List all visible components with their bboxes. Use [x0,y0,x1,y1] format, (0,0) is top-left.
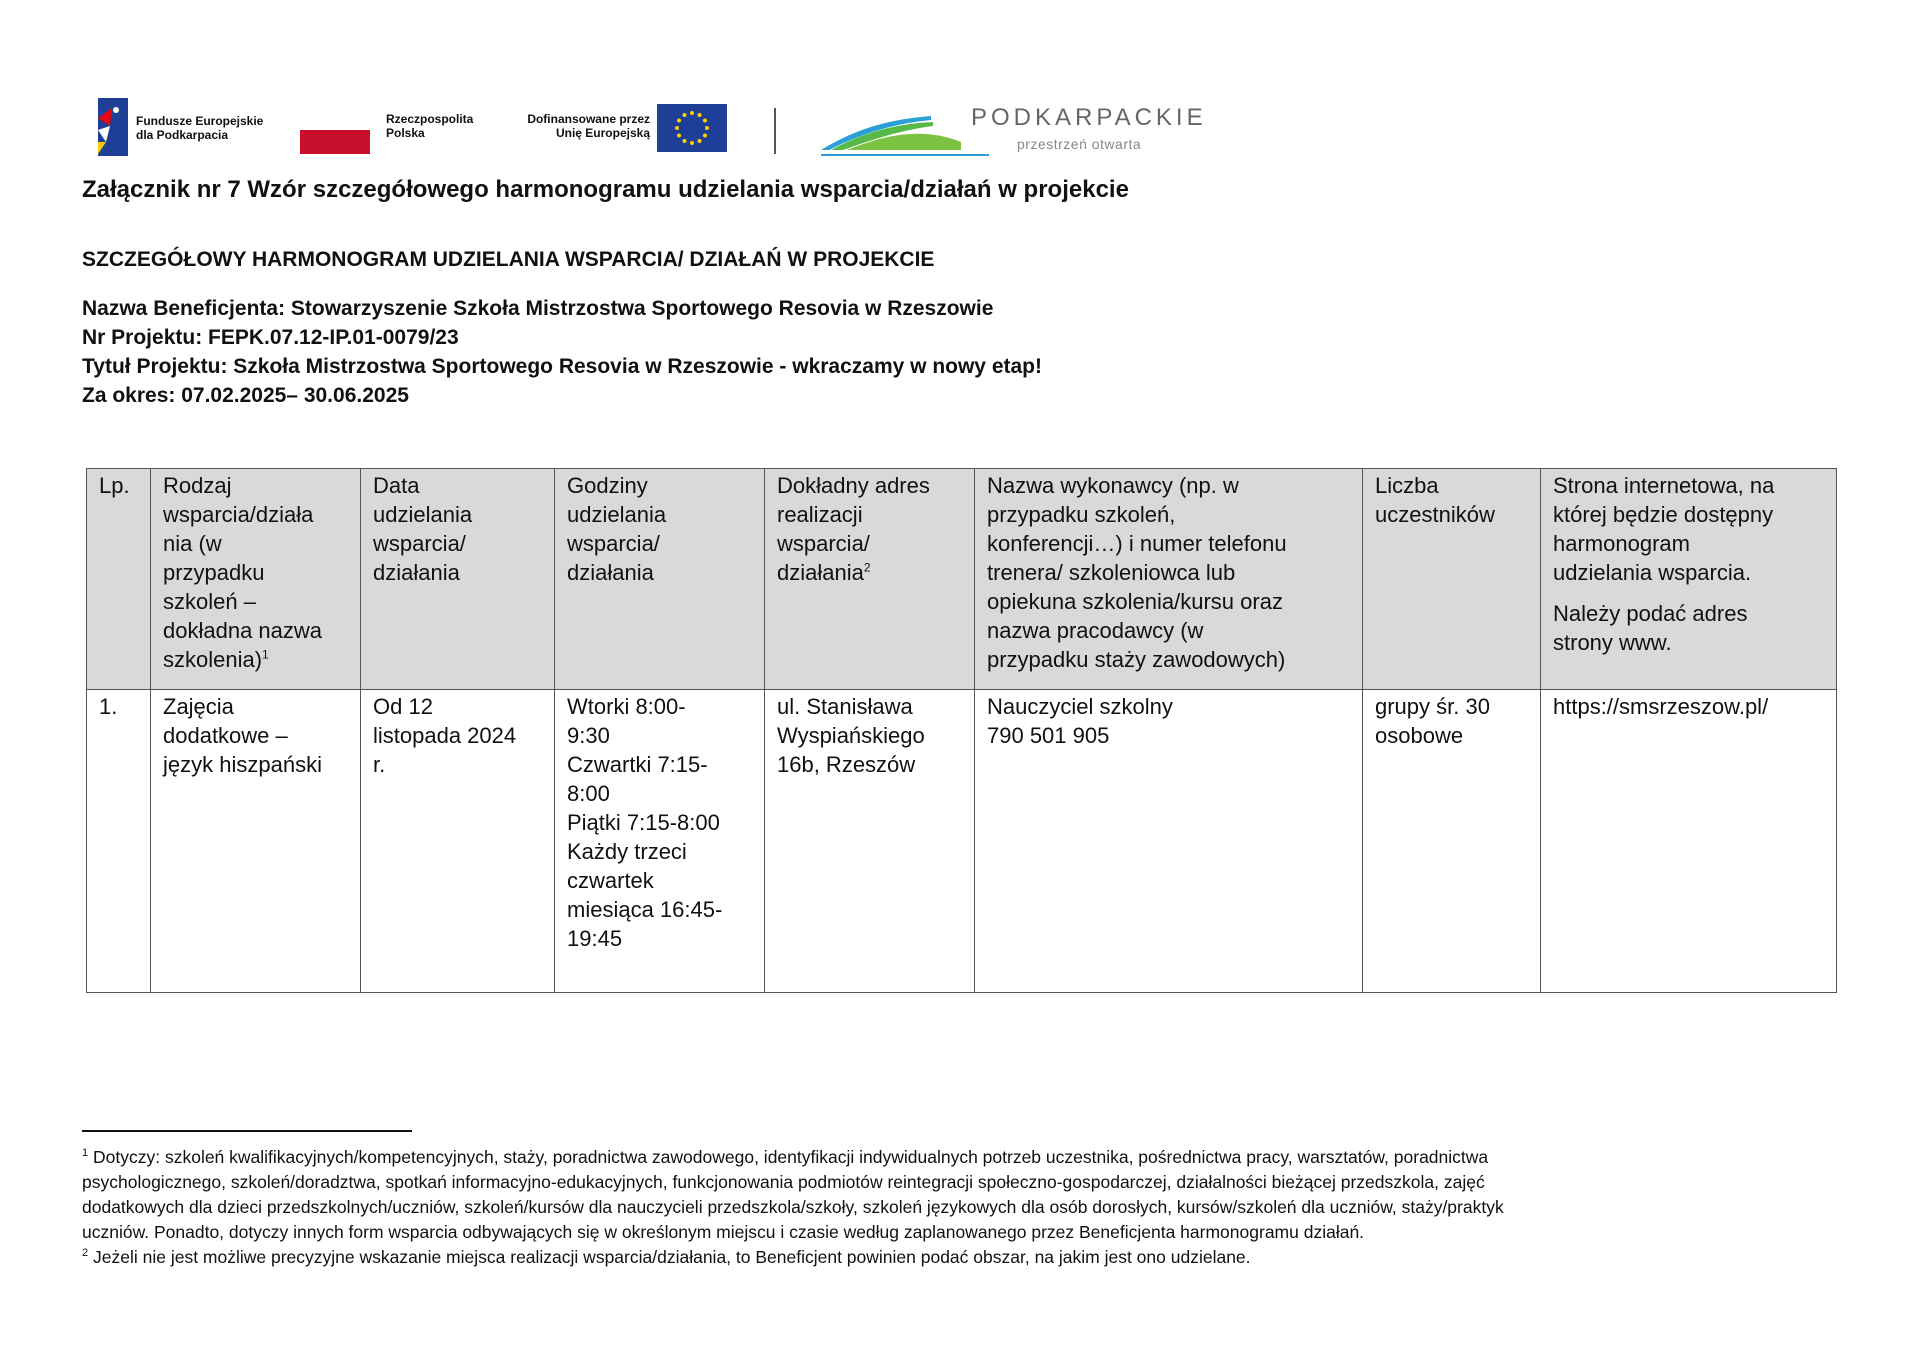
header-line: udzielania wsparcia. [1553,560,1752,585]
header-lp [87,469,151,690]
fe-logo-line: dla Podkarpacia [136,128,229,142]
header-line: szkolenia) [163,647,263,672]
header-website [1541,469,1837,690]
podkarpackie-name: PODKARPACKIE [971,104,1207,131]
podkarpackie-logo [821,102,1241,158]
header-lp-label: Lp. [99,473,130,498]
cell-line: listopada 2024 [373,723,517,748]
table-row [87,690,1837,993]
header-line: wsparcia/ [777,531,870,556]
header-line: Rodzaj [163,473,232,498]
header-line: konferencji…) i numer telefonu [987,531,1287,556]
rp-logo-line: Rzeczpospolita [386,112,474,126]
header-address [765,469,975,690]
polish-flag-icon [300,116,370,152]
header-support-type [151,469,361,690]
header-line: dokładna nazwa [163,618,323,643]
footnote-line: dodatkowych dla dzieci przedszkolnych/uczniów, szkoleń/kursów dla nauczycieli przedszkola/szkoły, szkoleń językowych dla osób dorosłych, kursów/szkoleń dla uczniów, staży/praktyk [82,1197,1504,1217]
cell-line: czwartek [567,868,654,893]
rzeczpospolita-polska-logo [300,114,490,154]
fe-logo-line: Fundusze Europejskie [136,114,264,128]
project-meta [82,294,1042,410]
cell-support-type [151,690,361,993]
podkarpackie-tagline: przestrzeń otwarta [1017,136,1142,152]
ue-logo-line: Unię Europejską [555,126,650,140]
cell-text: 1. [99,694,118,719]
cell-website [1541,690,1837,993]
header-line: Należy podać adres [1553,601,1748,626]
footnotes [82,1145,1782,1270]
beneficiary-name: Nazwa Beneficjenta: Stowarzyszenie Szkoła Mistrzostwa Sportowego Resovia w Rzeszowie [82,297,994,320]
header-line: działania [567,560,654,585]
header-line: nia (w [163,531,222,556]
header-line: opiekuna szkolenia/kursu oraz [987,589,1283,614]
cell-line: Nauczyciel szkolny [987,694,1173,719]
header-line: uczestników [1375,502,1495,527]
cell-line: 16b, Rzeszów [777,752,916,777]
header-line: Strona internetowa, na [1553,473,1775,498]
cell-line: 790 501 905 [987,723,1110,748]
footnote-2 [82,1245,1782,1270]
rp-logo-line: Polska [386,126,425,140]
cell-line: ul. Stanisława [777,694,913,719]
footnote-ref[interactable]: 2 [863,560,871,575]
header-line: Nazwa wykonawcy (np. w [987,473,1239,498]
footnote-divider [82,1130,412,1132]
header-line: wsparcia/ [373,531,466,556]
header-line: działania [373,560,460,585]
table-header-row [87,469,1837,690]
header-line: szkoleń – [163,589,256,614]
footnote-number: 2 [82,1247,89,1260]
cell-lp [87,690,151,993]
header-line: wsparcia/działa [163,502,314,527]
header-line: przypadku [163,560,265,585]
header-line: Godziny [567,473,648,498]
cell-line: miesiąca 16:45- [567,897,723,922]
attachment-title: Załącznik nr 7 Wzór szczegółowego harmonogramu udzielania wsparcia/działań w projekcie [82,176,1129,203]
cell-address [765,690,975,993]
cell-date [361,690,555,993]
cell-line: Od 12 [373,694,433,719]
ue-logo-text [520,112,650,140]
cell-line: Zajęcia [163,694,234,719]
fe-flag-icon [96,96,132,158]
unia-europejska-logo [520,104,740,154]
reporting-period: Za okres: 07.02.2025– 30.06.2025 [82,384,409,407]
cell-line: dodatkowe – [163,723,288,748]
cell-line: Wtorki 8:00- [567,694,686,719]
ue-logo-line: Dofinansowane przez [527,112,650,126]
fe-logo-text [136,114,263,142]
header-line: nazwa pracodawcy (w [987,618,1204,643]
footnote-number: 1 [82,1147,89,1160]
eu-flag-icon [657,104,727,152]
fundusze-europejskie-logo [96,96,286,158]
cell-line: Piątki 7:15-8:00 [567,810,720,835]
cell-line: 9:30 [567,723,610,748]
footnote-line: Dotyczy: szkoleń kwalifikacyjnych/kompetencyjnych, staży, poradnictwa zawodowego, identyfikacji indywidualnych potrzeb uczestnika, pośrednictwa pracy, warsztatów, poradnictwa [93,1147,1489,1167]
header-line: przypadku szkoleń, [987,502,1176,527]
header-line: strony www. [1553,630,1672,655]
cell-participants [1363,690,1541,993]
footnote-line: Jeżeli nie jest możliwe precyzyjne wskazanie miejsca realizacji wsparcia/działania, to Beneficjent powinien podać obszar, na jakim jest ono udzielane. [93,1247,1251,1267]
cell-line: r. [373,752,386,777]
header-participants [1363,469,1541,690]
cell-line: 8:00 [567,781,610,806]
cell-line: Wyspiańskiego [777,723,925,748]
header-line: której będzie dostępny [1553,502,1774,527]
header-line: działania [777,560,864,585]
cell-line: Czwartki 7:15- [567,752,708,777]
document-heading: SZCZEGÓŁOWY HARMONOGRAM UDZIELANIA WSPARCIA/ DZIAŁAŃ W PROJEKCIE [82,248,935,271]
header-hours [555,469,765,690]
cell-line: język hiszpański [163,752,322,777]
header-line: udzielania [373,502,473,527]
header-line: trenera/ szkoleniowca lub [987,560,1236,585]
header-line: harmonogram [1553,531,1690,556]
footnote-ref[interactable]: 1 [262,647,269,662]
cell-hours [555,690,765,993]
header-line: Liczba [1375,473,1439,498]
cell-line: grupy śr. 30 [1375,694,1490,719]
footnote-1 [82,1145,1782,1170]
header-line: udzielania [567,502,667,527]
header-line: realizacji [777,502,863,527]
header-line: wsparcia/ [567,531,660,556]
project-number: Nr Projektu: FEPK.07.12-IP.01-0079/23 [82,326,459,349]
rp-logo-text [386,112,473,140]
header-line: przypadku staży zawodowych) [987,647,1286,672]
cell-line: Każdy trzeci [567,839,687,864]
website-link[interactable]: https://smsrzeszow.pl/ [1553,694,1769,719]
footnote-line: uczniów. Ponadto, dotyczy innych form wsparcia odbywających się w określonym miejscu i czasie według zaplanowanego przez Beneficjenta harmonogramu działań. [82,1222,1365,1242]
schedule-table [86,468,1837,993]
project-title: Tytuł Projektu: Szkoła Mistrzostwa Sportowego Resovia w Rzeszowie - wkraczamy w nowy etap! [82,355,1042,378]
logo-bar [96,96,1256,158]
header-line: Dokładny adres [777,473,930,498]
cell-line: osobowe [1375,723,1464,748]
cell-line: 19:45 [567,926,623,951]
logo-separator [774,108,776,154]
header-date [361,469,555,690]
footnote-line: psychologicznego, szkoleń/doradztwa, spotkań informacyjno-edukacyjnych, funkcjonowania podmiotów reintegracji społeczno-gospodarczej, działalności bieżącej przedszkola, zajęć [82,1172,1485,1192]
cell-contractor [975,690,1363,993]
podkarpackie-hills-icon [821,102,991,158]
header-contractor [975,469,1363,690]
header-line: Data [373,473,420,498]
